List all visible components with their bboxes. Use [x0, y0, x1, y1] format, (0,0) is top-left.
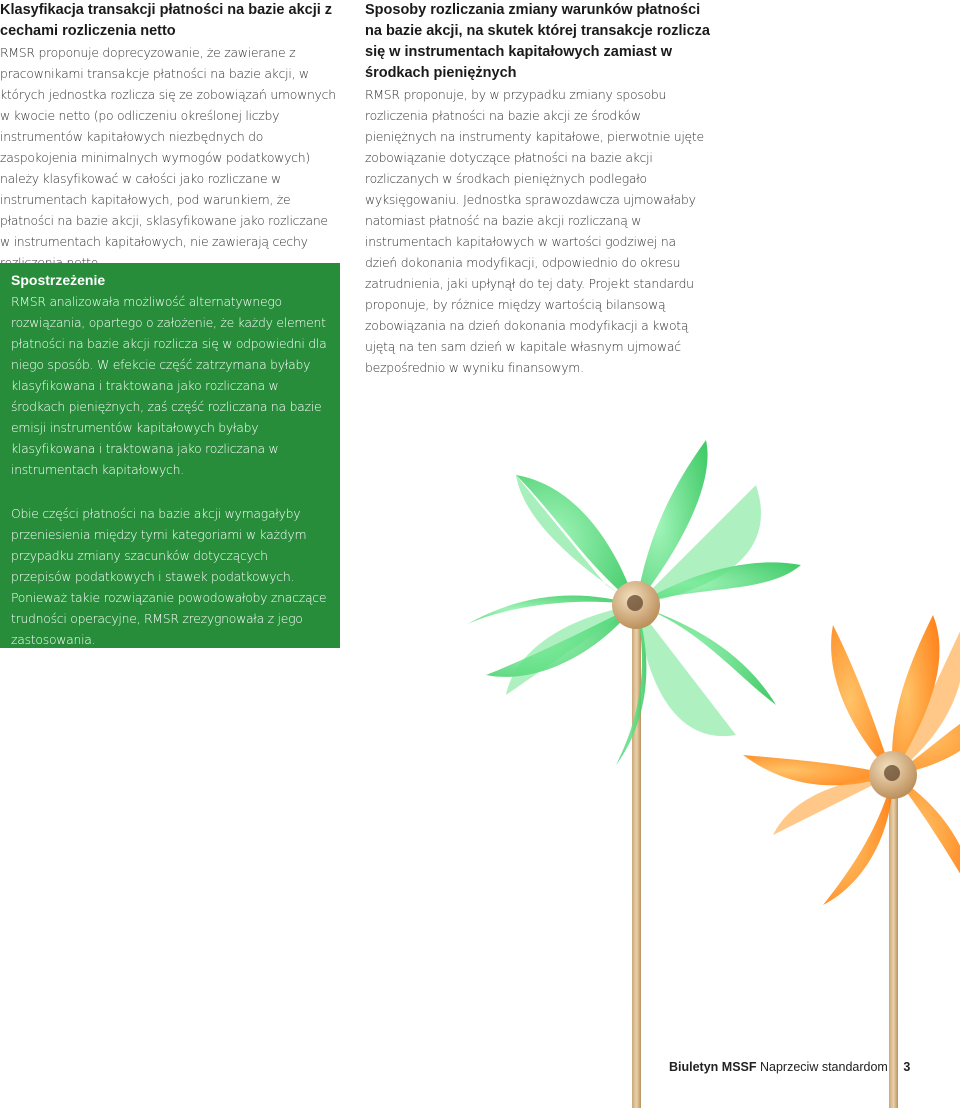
right-column	[365, 0, 710, 378]
footer-brand: Biuletyn MSSF	[669, 1060, 757, 1074]
page-number: 3	[903, 1060, 911, 1074]
left-heading: Klasyfikacja transakcji płatności na bazie akcji z cechami rozliczenia netto	[0, 2, 333, 39]
right-heading: Sposoby rozliczania zmiany warunków płatności na bazie akcji, na skutek której transakcje rozlicza się w instrumentach kapitałowych zamiast w środkach pieniężnych	[365, 2, 710, 81]
footer-subtitle: Naprzeciw standardom	[760, 1060, 888, 1074]
insight-paragraph-2: Obie części płatności na bazie akcji wymagałyby przeniesienia między tymi kategoriami w każdym przypadku zmiany szacunków dotyczących przepisów podatkowych i stawek podatkowych. Ponieważ takie rozwiązanie powodowałoby znaczące trudności operacyjne, RMSR zrezygnowała z jego zastosowania.	[11, 506, 327, 647]
orange-pinwheel-blades	[743, 615, 960, 905]
insight-title: Spostrzeżenie	[11, 272, 106, 288]
left-paragraph: RMSR proponuje doprecyzowanie, że zawierane z pracownikami transakcje płatności na bazie akcji, w których jednostka rozlicza się ze zobowiązań umownych w kwocie netto (po odliczeniu określonej liczby instrumentów kapitałowych niezbędnych do zaspokojenia minimalnych wymogów podatkowych) należy klasyfikować w całości jako rozliczane w instrumentach kapitałowych, pod warunkiem, że płatności na bazie akcji, sklasyfikowane jako rozliczane w instrumentach kapitałowych, nie zawierają cechy	[0, 45, 336, 249]
green-pinwheel-stick	[632, 605, 641, 1108]
left-column	[0, 0, 340, 273]
orange-pinwheel-stick	[889, 775, 898, 1108]
right-paragraph: RMSR proponuje, by w przypadku zmiany sposobu rozliczenia płatności na bazie akcji ze środków pieniężnych na instrumenty kapitałowe, pierwotnie ujęte zobowiązanie dotyczące płatności na bazie akcji rozliczanych w środkach pieniężnych podlegało wyksięgowaniu. Jednostka sprawozdawcza ujmowałaby natomiast płatność na bazie akcji rozliczaną w instrumentach kapitałowych w wartości godziwej na dzień dokonania modyfikacji, odpowiednio do okresu zatrudnienia, jaki upłynął do tej daty. Projekt standardu proponuje, by różnice między wartością bilansową zobowiązania na dzień dokonania modyfikacji a kwotą ujętą na ten sam dzień w kapitale własnym ujmować bezpośrednio w wyniku finansowym.	[365, 87, 704, 375]
insight-box	[0, 263, 340, 648]
page-footer	[669, 1060, 910, 1074]
insight-paragraph-1: RMSR analizowała możliwość alternatywnego rozwiązania, opartego o założenie, że każdy element płatności na bazie akcji rozlicza się w odpowiedni dla niego sposób. W efekcie część zatrzymana byłaby klasyfikowana i traktowana jako rozliczana w środkach pieniężnych, zaś część rozliczana na bazie emisji instrumentów kapitałowych byłaby klasyfikowana i traktowana jako rozliczana w instrumentach kapitałowych.	[11, 294, 327, 477]
pinwheels-illustration	[340, 420, 960, 1108]
